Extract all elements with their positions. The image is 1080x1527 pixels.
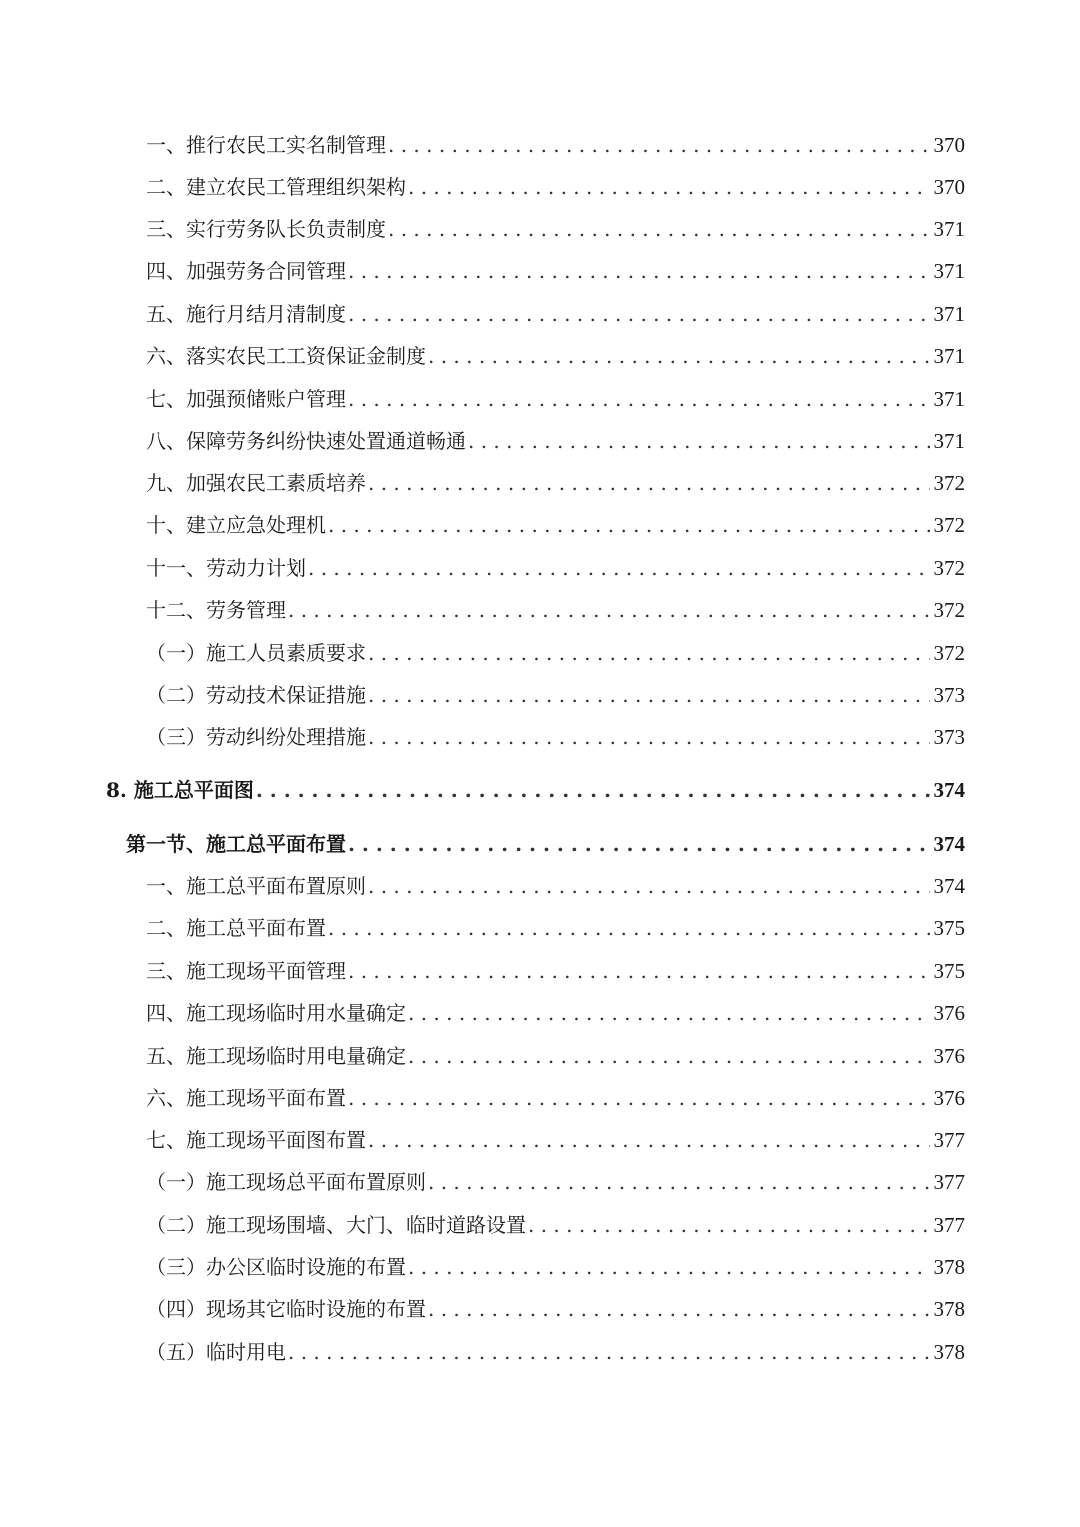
toc-entry-page: 372	[933, 641, 965, 665]
toc-entry[interactable]	[146, 638, 965, 668]
toc-entry-title: 七、加强预储账户管理	[146, 387, 346, 411]
dot-leader	[288, 595, 930, 625]
toc-entry-page: 372	[933, 471, 965, 495]
toc-entry-page: 375	[933, 916, 965, 940]
toc-entry-page: 371	[933, 259, 965, 283]
dot-leader	[348, 299, 930, 329]
toc-entry[interactable]	[146, 956, 965, 986]
toc-entry[interactable]	[146, 172, 965, 202]
toc-entry-page: 372	[933, 513, 965, 537]
dot-leader	[428, 1167, 930, 1197]
toc-entry-title: （四）现场其它临时设施的布置	[146, 1297, 426, 1321]
toc-entry-page: 375	[933, 959, 965, 983]
toc-entry-title: 十一、劳动力计划	[146, 556, 306, 580]
toc-entry-page: 374	[933, 778, 965, 802]
toc-entry[interactable]	[146, 722, 965, 752]
dot-leader	[348, 956, 930, 986]
toc-entry[interactable]	[146, 1167, 965, 1197]
toc-entry-title: 八、保障劳务纠纷快速处置通道畅通	[146, 429, 466, 453]
toc-entry-page: 377	[933, 1128, 965, 1152]
toc-entry-title: 三、施工现场平面管理	[146, 959, 346, 983]
toc-entry-page: 377	[933, 1170, 965, 1194]
toc-entry-page: 376	[933, 1044, 965, 1068]
toc-entry-page: 371	[933, 302, 965, 326]
toc-entry-title: 三、实行劳务队长负责制度	[146, 217, 386, 241]
toc-entry-title: 五、施行月结月清制度	[146, 302, 346, 326]
toc-entry[interactable]	[146, 214, 965, 244]
toc-entry-page: 376	[933, 1086, 965, 1110]
dot-leader	[288, 1337, 930, 1367]
toc-entry[interactable]	[146, 1041, 965, 1071]
toc-entry[interactable]	[146, 1252, 965, 1282]
dot-leader	[408, 998, 930, 1028]
dot-leader	[348, 1083, 930, 1113]
toc-entry-page: 378	[933, 1255, 965, 1279]
dot-leader	[368, 468, 930, 498]
dot-leader	[368, 680, 930, 710]
toc-entry-page: 378	[933, 1340, 965, 1364]
toc-entry[interactable]	[146, 130, 965, 160]
toc-chapter-title: 8. 施工总平面图	[106, 778, 254, 802]
dot-leader	[256, 775, 930, 805]
toc-entry-title: 一、施工总平面布置原则	[146, 874, 366, 898]
toc-entry-title: 四、加强劳务合同管理	[146, 259, 346, 283]
toc-entry-title: （三）办公区临时设施的布置	[146, 1255, 406, 1279]
toc-entry-title: （五）临时用电	[146, 1340, 286, 1364]
toc-entry[interactable]	[146, 1337, 965, 1367]
toc-entry[interactable]	[146, 256, 965, 286]
toc-entry-page: 370	[933, 175, 965, 199]
toc-entry-title: 十、建立应急处理机	[146, 513, 326, 537]
toc-entry-page: 377	[933, 1213, 965, 1237]
dot-leader	[408, 1252, 930, 1282]
toc-entry-title: 六、施工现场平面布置	[146, 1086, 346, 1110]
toc-entry-page: 371	[933, 217, 965, 241]
toc-entry-page: 371	[933, 344, 965, 368]
toc-entry-title: 十二、劳务管理	[146, 598, 286, 622]
dot-leader	[428, 341, 930, 371]
toc-entry-title: 一、推行农民工实名制管理	[146, 133, 386, 157]
toc-entry-title: 九、加强农民工素质培养	[146, 471, 366, 495]
toc-entry[interactable]	[146, 426, 965, 456]
dot-leader	[348, 256, 930, 286]
dot-leader	[388, 130, 930, 160]
dot-leader	[368, 1125, 930, 1155]
toc-entry-page: 378	[933, 1297, 965, 1321]
toc-entry[interactable]	[146, 680, 965, 710]
dot-leader	[408, 172, 930, 202]
toc-entry-page: 371	[933, 387, 965, 411]
toc-entry-title: （二）劳动技术保证措施	[146, 683, 366, 707]
dot-leader	[328, 913, 930, 943]
toc-entry[interactable]	[146, 913, 965, 943]
toc-entry[interactable]	[146, 1083, 965, 1113]
toc-entry-page: 372	[933, 556, 965, 580]
toc-entry-page: 371	[933, 429, 965, 453]
toc-entry-title: 四、施工现场临时用水量确定	[146, 1001, 406, 1025]
toc-entry-page: 374	[933, 874, 965, 898]
toc-section-title: 第一节、施工总平面布置	[126, 832, 346, 856]
toc-entry-page: 370	[933, 133, 965, 157]
toc-entry-page: 372	[933, 598, 965, 622]
dot-leader	[368, 871, 930, 901]
toc-entry-title: 七、施工现场平面图布置	[146, 1128, 366, 1152]
toc-entry-page: 373	[933, 725, 965, 749]
toc-entry-title: 二、施工总平面布置	[146, 916, 326, 940]
dot-leader	[388, 214, 930, 244]
toc-chapter-entry[interactable]	[106, 775, 965, 805]
toc-entry-page: 374	[933, 832, 965, 856]
dot-leader	[348, 384, 930, 414]
toc-entry-page: 376	[933, 1001, 965, 1025]
dot-leader	[348, 829, 930, 859]
toc-entry[interactable]	[146, 384, 965, 414]
dot-leader	[408, 1041, 930, 1071]
toc-entry-title: 二、建立农民工管理组织架构	[146, 175, 406, 199]
toc-entry-title: （二）施工现场围墙、大门、临时道路设置	[146, 1213, 526, 1237]
toc-entry[interactable]	[146, 998, 965, 1028]
toc-entry[interactable]	[146, 510, 965, 540]
dot-leader	[528, 1210, 930, 1240]
toc-entry[interactable]	[146, 871, 965, 901]
dot-leader	[368, 638, 930, 668]
dot-leader	[468, 426, 930, 456]
toc-entry-page: 373	[933, 683, 965, 707]
toc-entry[interactable]	[146, 595, 965, 625]
toc-entry[interactable]	[146, 553, 965, 583]
toc-entry-title: （一）施工现场总平面布置原则	[146, 1170, 426, 1194]
toc-entry[interactable]	[146, 1294, 965, 1324]
dot-leader	[428, 1294, 930, 1324]
toc-entry-title: （三）劳动纠纷处理措施	[146, 725, 366, 749]
toc-entry[interactable]	[146, 341, 965, 371]
toc-entry[interactable]	[146, 299, 965, 329]
dot-leader	[328, 510, 930, 540]
toc-entry[interactable]	[146, 1210, 965, 1240]
toc-entry-title: （一）施工人员素质要求	[146, 641, 366, 665]
toc-entry[interactable]	[146, 468, 965, 498]
toc-entry[interactable]	[146, 1125, 965, 1155]
toc-section-entry[interactable]	[126, 829, 965, 859]
toc-entry-title: 六、落实农民工工资保证金制度	[146, 344, 426, 368]
dot-leader	[368, 722, 930, 752]
dot-leader	[308, 553, 930, 583]
toc-entry-title: 五、施工现场临时用电量确定	[146, 1044, 406, 1068]
